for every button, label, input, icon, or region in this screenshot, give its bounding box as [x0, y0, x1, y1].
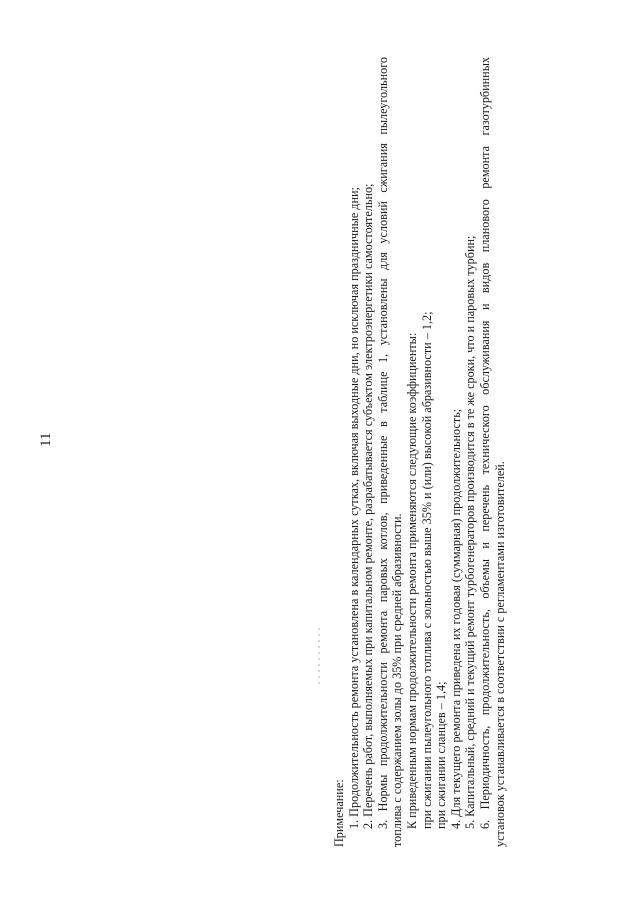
scan-artifact	[318, 628, 320, 688]
note-item-5: 5. Капитальный, средний и текущий ремонт турбогенераторов производится в те же сроки, что и паровых турбин;	[463, 235, 478, 829]
coefficient-ash-content: при сжигании пылеугольного топлива с зольностью выше 35% и (или) высокой абразивности – 1,2;	[419, 311, 434, 829]
coefficient-shale: при сжигании сланцев – 1,4;	[434, 681, 449, 829]
note-item-4: 4. Для текущего ремонта приведена их годовая (суммарная) продолжительность;	[448, 408, 463, 829]
note-item-3-continued: топлива с содержанием золы до 35% при средней абразивности.	[390, 513, 405, 847]
note-title: Примечание:	[332, 779, 346, 847]
note-item-2: 2. Перечень работ, выполняемых при капитальном ремонте, разрабатывается субъектом электроэнергетики самостоятельно;	[361, 183, 376, 829]
note-item-6: 6. Периодичность, продолжительность, объемы и перечень технического обслуживания и видов планового ремонта газотурбинных	[477, 57, 492, 829]
coefficients-intro: К приведенным нормам продолжительности ремонта применяются следующие коэффициенты:	[404, 332, 419, 829]
note-item-6-continued: установок устанавливается в соответствии с регламентами изготовителей.	[492, 461, 507, 847]
page-number: 11	[38, 432, 54, 448]
note-item-1: 1. Продолжительность ремонта установлена в календарных сутках, включая выходные дни, но исключая праздничные дни;	[346, 187, 361, 829]
note-item-3: 3. Нормы продолжительности ремонта паровых котлов, приведенные в таблице 1, установлены для условий сжигания пылеугольного	[375, 57, 390, 829]
note-block	[332, 57, 532, 847]
